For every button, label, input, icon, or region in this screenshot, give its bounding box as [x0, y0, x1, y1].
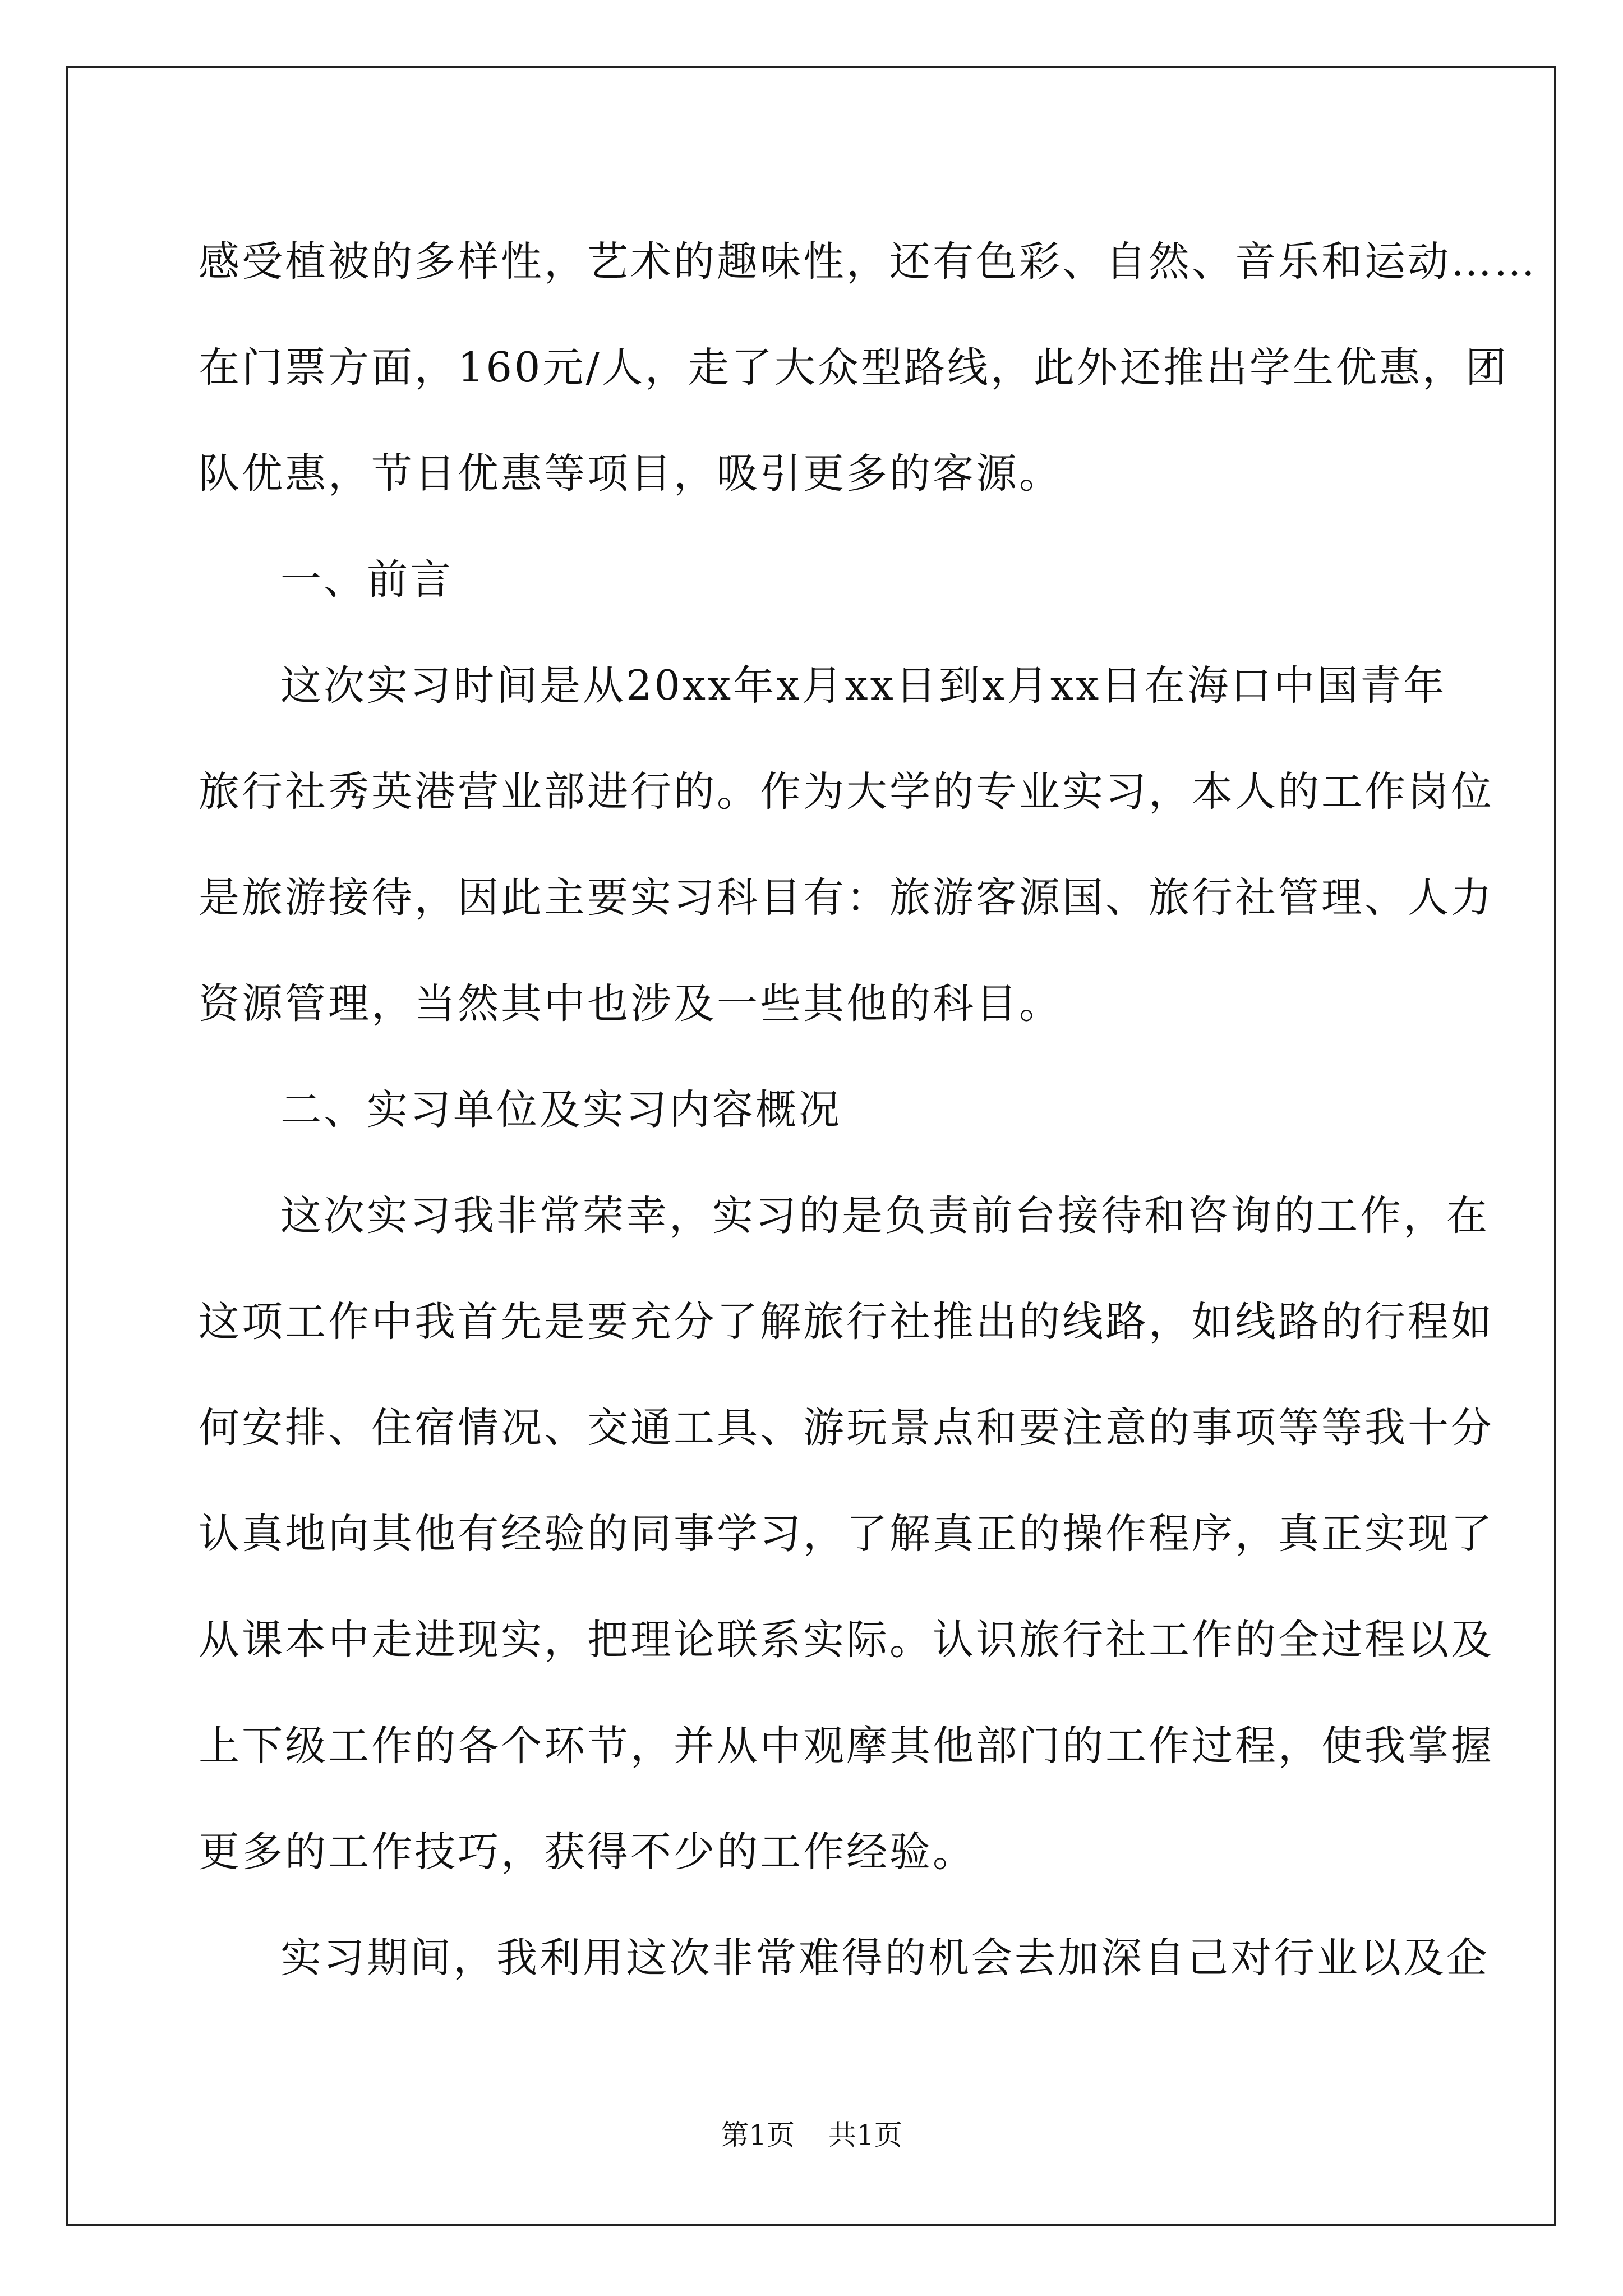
section-heading-preface: 一、前言 — [280, 556, 453, 604]
page-number-current: 第1页 — [721, 2119, 795, 2151]
text-line: 资源管理，当然其中也涉及一些其他的科目。 — [199, 980, 1062, 1028]
text-line: 这次实习我非常荣幸，实习的是负责前台接待和咨询的工作，在 — [280, 1192, 1490, 1240]
text-line: 队优惠，节日优惠等项目，吸引更多的客源。 — [199, 450, 1062, 498]
section-heading-internship-unit: 二、实习单位及实习内容概况 — [280, 1086, 842, 1134]
text-line: 上下级工作的各个环节，并从中观摩其他部门的工作过程，使我掌握 — [199, 1722, 1494, 1770]
page-number-total: 共1页 — [828, 2119, 902, 2151]
text-line: 何安排、住宿情况、交通工具、游玩景点和要注意的事项等等我十分 — [199, 1404, 1494, 1452]
text-line: 感受植被的多样性，艺术的趣味性，还有色彩、自然、音乐和运动…… — [199, 238, 1537, 286]
page-footer — [0, 2118, 1623, 2152]
text-line: 这次实习时间是从20xx年x月xx日到x月xx日在海口中国青年 — [280, 662, 1447, 710]
text-line: 从课本中走进现实，把理论联系实际。认识旅行社工作的全过程以及 — [199, 1616, 1494, 1664]
text-line: 是旅游接待，因此主要实习科目有：旅游客源国、旅行社管理、人力 — [199, 874, 1494, 922]
text-line: 认真地向其他有经验的同事学习，了解真正的操作程序，真正实现了 — [199, 1510, 1494, 1558]
text-line: 实习期间，我利用这次非常难得的机会去加深自己对行业以及企 — [280, 1934, 1490, 1982]
text-line: 更多的工作技巧，获得不少的工作经验。 — [199, 1828, 976, 1876]
text-line: 旅行社秀英港营业部进行的。作为大学的专业实习，本人的工作岗位 — [199, 768, 1494, 816]
text-line: 这项工作中我首先是要充分了解旅行社推出的线路，如线路的行程如 — [199, 1298, 1494, 1346]
text-line: 在门票方面，160元/人，走了大众型路线，此外还推出学生优惠，团 — [199, 344, 1509, 392]
document-body — [199, 209, 1537, 2011]
